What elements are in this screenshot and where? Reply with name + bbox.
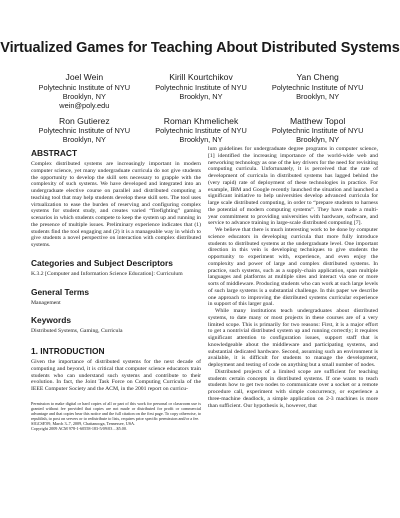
author-2 [143,72,260,110]
body-paragraph: lum guidelines for undergraduate degree programs in computer science, [1] identified the increasing importance of the world-wide web and networking technology as one of the key drivers for the need for revisiting computing curricula. Unfortunately, it is perceived that the rate of development of curricula in distributed systems has lagged behind the (very rapid) rate of deployment of these technologies in practice. For example, IBM and Google recently launched the situation and launched a significant initiative to help universities develop advanced curricula for large scale distributed computing, in order to “prepare students to harness the potential of modern computing systems”. They have made a multi-year commitment to providing universities with hardware, software, and service to advance training in large-scale distributed computing [7]. [208,146,378,227]
general-terms-text: Management [31,299,61,306]
author-affiliation: Polytechnic Institute of NYU [155,126,247,135]
introduction-heading: 1. INTRODUCTION [31,346,105,356]
abstract-heading: ABSTRACT [31,148,78,158]
categories-heading: Categories and Subject Descriptors [31,257,173,268]
paper-title: Virtualized Games for Teaching About Distributed Systems [0,40,400,56]
keywords-text: Distributed Systems, Gaming, Curricula [31,328,123,335]
author-3 [259,72,376,110]
permission-text: Permission to make digital or hard copies of all or part of this work for personal or classroom use is granted without fee provided that copies are not made or distributed for profit or commercial advantage and that copies bear this notice and the full citation on the first page. To copy otherwise, to republish, to post on servers or to redistribute to lists, requires prior specific permission and/or a fee. [31,400,201,422]
author-name: Ron Gutierez [59,115,110,126]
author-email: wein@poly.edu [59,100,110,110]
author-4 [26,116,143,145]
author-5 [143,116,260,145]
author-affiliation: Polytechnic Institute of NYU [155,82,247,92]
right-column [208,146,378,409]
author-6 [259,116,376,145]
author-name: Kirill Kourtchikov [169,72,233,82]
introduction-paragraph: Given the importance of distributed systems for the next decade of computing and beyond, it is critical that computer science educators train students who can understand such systems and contribute to their evolution. In fact, the Joint Task Force on Computing Curricula of the IEEE Computer Society and the ACM, in the 2001 report on curricu- [31,359,201,392]
copyright-notice [31,401,201,432]
author-block [26,72,376,144]
keywords-heading: Keywords [31,315,72,326]
author-affiliation: Polytechnic Institute of NYU [271,82,364,92]
body-paragraph: While many institutions teach undergraduates about distributed systems, to date many or most projects in these courses are of a very limited scope. This is primarily for two reasons: First, it is a major effort to get a nontrivial distributed system up and running correctly; it requires significant attention to configuration issues, support staff that is knowledgeable about the middleware and participating systems, and substantial dedicated hardware. Second, assuming such an environment is available, it is difficult for students to manage the development, deployment and testing of code on anything but a small number of nodes. [208,308,378,368]
author-location: Brooklyn, NY [62,91,106,101]
author-location: Brooklyn, NY [296,135,340,144]
author-name: Roman Khmelichek [163,115,239,126]
body-paragraph: We believe that there is much interesting work to be done by computer science educators in developing curricula that more fully introduce students to distributed systems at the undergraduate level. One important direction in this vein is developing techniques to give students the opportunity to experiment with, experience, and even enjoy the complexity and power of large and complex distributed systems. In practice, such systems, such as a supply-chain application, span multiple languages and platforms at multiple sites and interact via one or more sorts of middleware. Producing students who can work at such large levels of such large systems is a substantial challenge. In this paper we describe one approach to improving the distributed systems curricular experience in support of this larger goal. [208,227,378,308]
author-name: Joel Wein [65,72,104,82]
author-affiliation: Polytechnic Institute of NYU [38,126,131,135]
author-affiliation: Polytechnic Institute of NYU [271,126,364,135]
general-terms-heading: General Terms [31,286,90,297]
conference-line: SIGCSE'09, March 3–7, 2009, Chattanooga, Tennessee, USA. [31,421,136,427]
author-affiliation: Polytechnic Institute of NYU [38,82,131,92]
author-location: Brooklyn, NY [179,135,223,144]
body-paragraph: Distributed projects of a limited scope are sufficient for teaching students certain concepts in distributed systems. If one wants to teach students how to get two nodes to communicate over a socket or a remote procedure call, experiment with simple concurrency, or experience a three-machine deadlock, a simple application on 2-3 machines is more than sufficient. Our hypothesis is, however, that [208,368,378,409]
author-location: Brooklyn, NY [296,91,340,101]
author-name: Yan Cheng [296,72,339,82]
author-name: Matthew Topol [290,115,346,126]
author-1 [26,72,143,110]
abstract-text: Complex distributed systems are increasingly important in modern computer science, yet many undergraduate curricula do not give students the opportunity to develop the skill sets necessary to grapple with the complexity of such systems. We have developed and integrated into an undergraduate elective course on parallel and distributed computing a teaching tool that may help students develop these skill sets. The tool uses virtualization to ease the burden of reserving and configuring complex systems for student study, and creates varied “firefighting” gaming scenarios in which students compete to keep the system up and running in the presence of multiple issues. Preliminary experience indicates that (1) students find the tool engaging and (2) it is a manageable way in which to give students a novel perspective on interaction with complex distributed systems. [31,161,201,248]
copyright-line: Copyright 2009 ACM 978-1-60558-183-5/09/03 ...$5.00. [31,426,127,432]
left-column [31,148,201,431]
author-location: Brooklyn, NY [62,135,106,144]
author-location: Brooklyn, NY [179,91,223,101]
categories-text: K.3.2 [Computer and Information Science Education]: Curriculum [31,270,183,277]
